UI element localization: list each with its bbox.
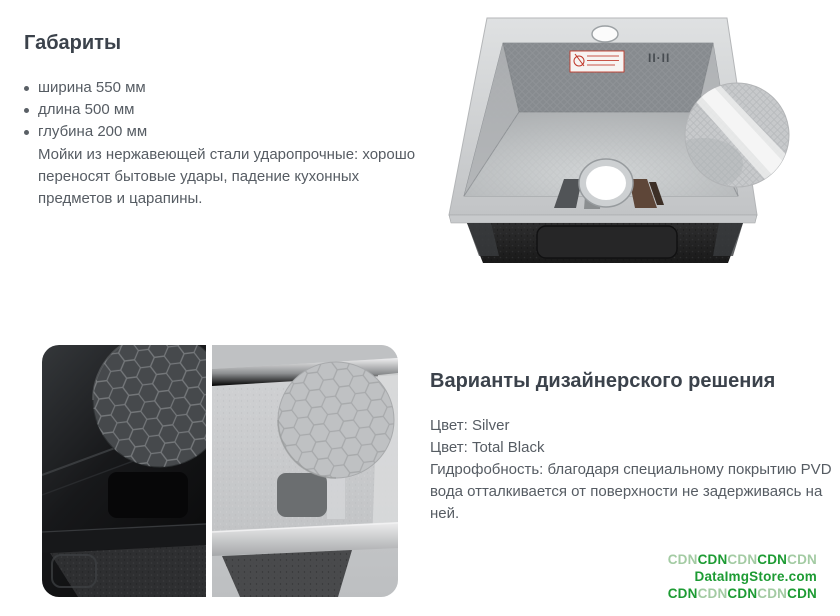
watermark-segment: CDN <box>667 586 698 601</box>
color-variants-photo <box>42 345 398 597</box>
hydrophobic-description: Гидрофобность: благодаря специальному покрытию PVD вода отталкивается от поверхности не задерживаясь на ней. <box>430 461 832 522</box>
design-variants-title: Варианты дизайнерского решения <box>430 370 776 392</box>
watermark-segment: CDN <box>667 552 698 567</box>
watermark-segment: CDN <box>787 552 817 567</box>
sink-photo <box>445 4 840 266</box>
dimension-width: ширина 550 мм <box>38 79 146 96</box>
panel-total-black <box>42 345 227 597</box>
color-line-total-black: Цвет: Total Black <box>430 439 545 456</box>
watermark-segment: CDN <box>697 552 728 567</box>
bullet-icon <box>24 86 29 91</box>
dimensions-title: Габариты <box>24 32 122 54</box>
watermark-segment: CDN <box>727 586 758 601</box>
bullet-icon <box>24 130 29 135</box>
list-item-length <box>24 99 422 121</box>
watermark-segment: CDN <box>757 552 788 567</box>
faucet-hole <box>592 26 618 42</box>
list-item-width <box>24 77 422 99</box>
cdn-watermark <box>668 551 817 602</box>
dimension-depth: глубина 200 мм <box>38 123 148 140</box>
red-warning-label <box>570 51 624 72</box>
watermark-segment: CDN <box>757 586 788 601</box>
sink-underbody <box>467 223 743 263</box>
dimensions-section <box>24 30 422 210</box>
color-line-silver: Цвет: Silver <box>430 417 510 434</box>
dimensions-list <box>24 77 422 143</box>
watermark-site-name: DataImgStore.com <box>694 569 817 584</box>
durability-description: Мойки из нержавеющей стали ударопрочные: хорошо переносят бытовые удары, падение кухонных предметов и царапины. <box>38 146 416 207</box>
watermark-segment: CDN <box>727 552 758 567</box>
embossed-marks: II·II <box>648 51 671 65</box>
watermark-segment: CDN <box>787 586 817 601</box>
watermark-row-top <box>668 551 817 568</box>
hex-texture-circle-light <box>278 362 394 478</box>
panel-silver <box>212 345 398 597</box>
bullet-icon <box>24 108 29 113</box>
watermark-segment: CDN <box>697 586 728 601</box>
dimension-length: длина 500 мм <box>38 101 135 118</box>
watermark-row-bottom <box>668 585 817 602</box>
panel-divider <box>206 345 212 597</box>
design-variants-section <box>430 368 836 525</box>
list-item-depth <box>24 121 422 143</box>
